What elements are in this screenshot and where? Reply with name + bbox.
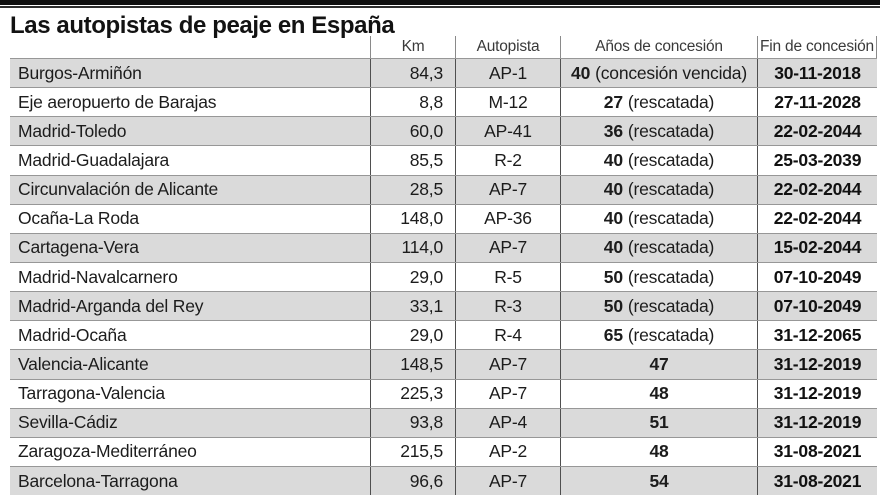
years-value: 51 xyxy=(649,412,669,433)
years-value: 48 xyxy=(649,441,669,462)
km-cell: 215,5 xyxy=(370,438,455,466)
route-cell: Madrid-Guadalajara xyxy=(18,149,170,170)
years-value: 40 xyxy=(603,179,623,200)
route-cell: Ocaña-La Roda xyxy=(18,208,139,229)
autopista-cell: AP-7 xyxy=(455,176,560,204)
end-date-cell: 07-10-2049 xyxy=(757,263,877,291)
years-value: 47 xyxy=(649,353,669,374)
autopista-cell: R-2 xyxy=(455,146,560,174)
autopista-cell: AP-7 xyxy=(455,350,560,378)
years-cell xyxy=(560,350,757,378)
years-note: (rescatada) xyxy=(627,324,715,345)
autopista-cell: R-5 xyxy=(455,263,560,291)
years-cell xyxy=(560,88,757,116)
km-cell: 225,3 xyxy=(370,380,455,408)
years-note: (rescatada) xyxy=(627,295,715,316)
autopista-cell: AP-7 xyxy=(455,234,560,262)
years-cell xyxy=(560,205,757,233)
column-header-km: Km xyxy=(370,36,455,58)
autopista-cell: AP-2 xyxy=(455,438,560,466)
table-row xyxy=(10,145,877,174)
years-cell xyxy=(560,467,757,495)
table-row xyxy=(10,262,877,291)
years-value: 40 xyxy=(603,208,623,229)
route-cell: Barcelona-Tarragona xyxy=(18,470,178,491)
end-date-cell: 15-02-2044 xyxy=(757,234,877,262)
table-row xyxy=(10,58,877,87)
years-cell xyxy=(560,292,757,320)
years-cell xyxy=(560,59,757,87)
end-date-cell: 31-08-2021 xyxy=(757,438,877,466)
table-row xyxy=(10,466,877,495)
top-rule-thick xyxy=(0,0,880,5)
km-cell: 84,3 xyxy=(370,59,455,87)
end-date-cell: 31-12-2019 xyxy=(757,409,877,437)
end-date-cell: 22-02-2044 xyxy=(757,176,877,204)
route-cell: Zaragoza-Mediterráneo xyxy=(18,441,197,462)
km-cell: 148,0 xyxy=(370,205,455,233)
table-row xyxy=(10,379,877,408)
km-cell: 29,0 xyxy=(370,321,455,349)
autopista-cell: M-12 xyxy=(455,88,560,116)
km-cell: 114,0 xyxy=(370,234,455,262)
route-cell: Circunvalación de Alicante xyxy=(18,179,219,200)
years-cell xyxy=(560,176,757,204)
end-date-cell: 22-02-2044 xyxy=(757,205,877,233)
years-cell xyxy=(560,438,757,466)
years-value: 40 xyxy=(603,149,623,170)
end-date-cell: 25-03-2039 xyxy=(757,146,877,174)
years-value: 65 xyxy=(603,324,623,345)
route-cell: Sevilla-Cádiz xyxy=(18,412,118,433)
autopista-cell: R-3 xyxy=(455,292,560,320)
table-row xyxy=(10,437,877,466)
autopista-cell: AP-41 xyxy=(455,117,560,145)
years-value: 54 xyxy=(649,470,669,491)
end-date-cell: 30-11-2018 xyxy=(757,59,877,87)
table-row xyxy=(10,291,877,320)
autopista-cell: AP-4 xyxy=(455,409,560,437)
column-header-fin: Fin de concesión xyxy=(757,36,877,58)
end-date-cell: 22-02-2044 xyxy=(757,117,877,145)
table-row xyxy=(10,233,877,262)
km-cell: 8,8 xyxy=(370,88,455,116)
km-cell: 93,8 xyxy=(370,409,455,437)
km-cell: 85,5 xyxy=(370,146,455,174)
years-note: (rescatada) xyxy=(627,179,715,200)
years-note: (rescatada) xyxy=(627,237,715,258)
table-header xyxy=(0,8,880,58)
years-value: 40 xyxy=(603,237,623,258)
years-value: 40 xyxy=(571,62,591,83)
years-value: 50 xyxy=(603,266,623,287)
end-date-cell: 31-12-2065 xyxy=(757,321,877,349)
route-cell: Cartagena-Vera xyxy=(18,237,139,258)
route-cell: Valencia-Alicante xyxy=(18,353,149,374)
years-cell xyxy=(560,263,757,291)
years-cell xyxy=(560,321,757,349)
column-header-anios: Años de concesión xyxy=(560,36,757,58)
end-date-cell: 31-08-2021 xyxy=(757,467,877,495)
table-row xyxy=(10,175,877,204)
autopista-cell: AP-36 xyxy=(455,205,560,233)
km-cell: 96,6 xyxy=(370,467,455,495)
end-date-cell: 07-10-2049 xyxy=(757,292,877,320)
table-row xyxy=(10,204,877,233)
page-title: Las autopistas de peaje en España xyxy=(10,12,395,39)
route-cell: Madrid-Navalcarnero xyxy=(18,266,178,287)
end-date-cell: 31-12-2019 xyxy=(757,350,877,378)
km-cell: 33,1 xyxy=(370,292,455,320)
years-note: (concesión vencida) xyxy=(595,62,747,83)
km-cell: 28,5 xyxy=(370,176,455,204)
km-cell: 29,0 xyxy=(370,263,455,291)
route-cell: Madrid-Ocaña xyxy=(18,324,127,345)
table-row xyxy=(10,408,877,437)
km-cell: 60,0 xyxy=(370,117,455,145)
years-value: 36 xyxy=(603,120,623,141)
route-cell: Eje aeropuerto de Barajas xyxy=(18,91,217,112)
end-date-cell: 31-12-2019 xyxy=(757,380,877,408)
years-cell xyxy=(560,234,757,262)
years-cell xyxy=(560,380,757,408)
years-cell xyxy=(560,117,757,145)
years-cell xyxy=(560,146,757,174)
autopista-cell: R-4 xyxy=(455,321,560,349)
table-row xyxy=(10,320,877,349)
years-value: 48 xyxy=(649,383,669,404)
years-note: (rescatada) xyxy=(627,149,715,170)
years-note: (rescatada) xyxy=(627,208,715,229)
end-date-cell: 27-11-2028 xyxy=(757,88,877,116)
years-note: (rescatada) xyxy=(627,91,715,112)
column-header-autopista: Autopista xyxy=(455,36,560,58)
years-value: 50 xyxy=(603,295,623,316)
table-row xyxy=(10,349,877,378)
route-cell: Madrid-Toledo xyxy=(18,120,127,141)
table-body xyxy=(10,58,877,495)
years-note: (rescatada) xyxy=(627,120,715,141)
route-cell: Burgos-Armiñón xyxy=(18,62,142,83)
column-headers xyxy=(10,36,877,58)
years-cell xyxy=(560,409,757,437)
years-note: (rescatada) xyxy=(627,266,715,287)
route-cell: Tarragona-Valencia xyxy=(18,383,165,404)
autopista-cell: AP-7 xyxy=(455,380,560,408)
years-value: 27 xyxy=(603,91,623,112)
column-header-route xyxy=(10,53,370,58)
km-cell: 148,5 xyxy=(370,350,455,378)
table-row xyxy=(10,87,877,116)
autopista-cell: AP-1 xyxy=(455,59,560,87)
autopista-cell: AP-7 xyxy=(455,467,560,495)
route-cell: Madrid-Arganda del Rey xyxy=(18,295,204,316)
table-row xyxy=(10,116,877,145)
